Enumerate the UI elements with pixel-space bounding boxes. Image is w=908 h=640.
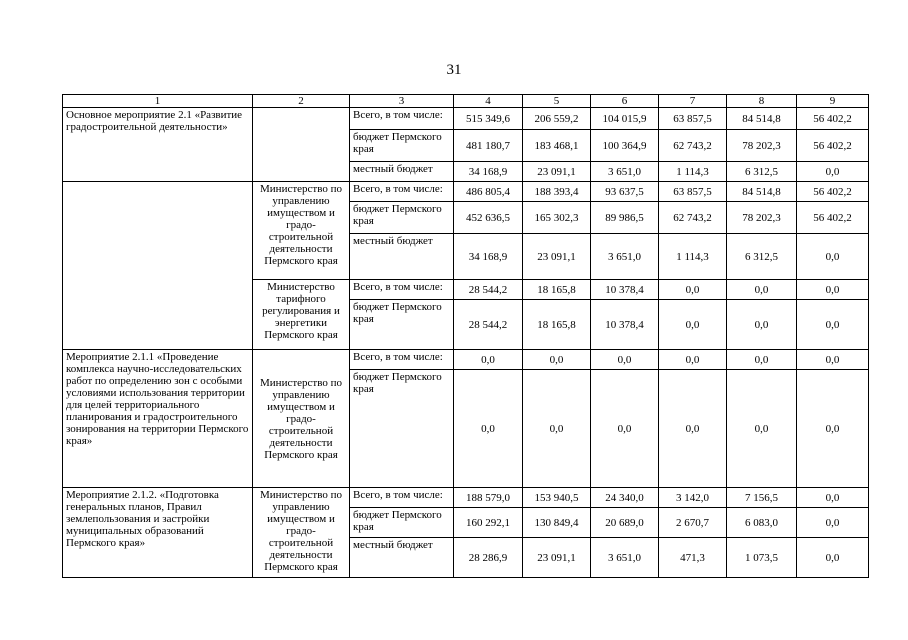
source-cell: Всего, в том числе:	[350, 280, 454, 300]
value-cell: 0,0	[797, 350, 869, 370]
value-cell: 0,0	[591, 370, 659, 488]
value-cell: 0,0	[659, 350, 727, 370]
value-cell: 89 986,5	[591, 202, 659, 234]
value-cell: 93 637,5	[591, 182, 659, 202]
value-cell: 1 073,5	[727, 538, 797, 578]
value-cell: 62 743,2	[659, 130, 727, 162]
value-cell: 0,0	[727, 300, 797, 350]
executor-cell	[253, 108, 350, 182]
value-cell: 63 857,5	[659, 182, 727, 202]
column-header: 6	[591, 95, 659, 108]
source-cell: бюджет Пермского края	[350, 370, 454, 488]
value-cell: 1 114,3	[659, 234, 727, 280]
value-cell: 23 091,1	[523, 538, 591, 578]
value-cell: 452 636,5	[454, 202, 523, 234]
value-cell: 165 302,3	[523, 202, 591, 234]
value-cell: 0,0	[797, 162, 869, 182]
value-cell: 56 402,2	[797, 130, 869, 162]
value-cell: 28 286,9	[454, 538, 523, 578]
value-cell: 23 091,1	[523, 234, 591, 280]
value-cell: 1 114,3	[659, 162, 727, 182]
value-cell: 0,0	[797, 300, 869, 350]
value-cell: 56 402,2	[797, 182, 869, 202]
value-cell: 28 544,2	[454, 280, 523, 300]
header-row	[63, 95, 869, 108]
value-cell: 78 202,3	[727, 130, 797, 162]
value-cell: 160 292,1	[454, 508, 523, 538]
value-cell: 6 312,5	[727, 234, 797, 280]
table-row	[63, 182, 869, 202]
value-cell: 10 378,4	[591, 280, 659, 300]
value-cell: 0,0	[523, 370, 591, 488]
value-cell: 183 468,1	[523, 130, 591, 162]
executor-cell: Министерство по управлению имуществом и градо-строительной деятельности Пермского края	[253, 350, 350, 488]
value-cell: 0,0	[659, 280, 727, 300]
value-cell: 34 168,9	[454, 162, 523, 182]
value-cell: 130 849,4	[523, 508, 591, 538]
column-header: 2	[253, 95, 350, 108]
value-cell: 188 579,0	[454, 488, 523, 508]
source-cell: Всего, в том числе:	[350, 350, 454, 370]
value-cell: 23 091,1	[523, 162, 591, 182]
source-cell: местный бюджет	[350, 538, 454, 578]
source-cell: Всего, в том числе:	[350, 182, 454, 202]
value-cell: 0,0	[454, 350, 523, 370]
value-cell: 515 349,6	[454, 108, 523, 130]
value-cell: 0,0	[659, 370, 727, 488]
column-header: 8	[727, 95, 797, 108]
source-cell: бюджет Пермского края	[350, 508, 454, 538]
value-cell: 56 402,2	[797, 108, 869, 130]
executor-cell: Министерство тарифного регулирования и энергетики Пермского края	[253, 280, 350, 350]
column-header: 4	[454, 95, 523, 108]
value-cell: 0,0	[797, 538, 869, 578]
value-cell: 28 544,2	[454, 300, 523, 350]
value-cell: 0,0	[591, 350, 659, 370]
source-cell: бюджет Пермского края	[350, 130, 454, 162]
source-cell: местный бюджет	[350, 162, 454, 182]
source-cell: бюджет Пермского края	[350, 202, 454, 234]
value-cell: 3 651,0	[591, 234, 659, 280]
event-cell: Мероприятие 2.1.1 «Проведение комплекса научно-исследовательских работ по определению зон с особыми условиями использования территории для целей территориального планирования и градостроительного зонирования на территории Пермского края»	[63, 350, 253, 488]
value-cell: 7 156,5	[727, 488, 797, 508]
value-cell: 0,0	[727, 350, 797, 370]
executor-cell: Министерство по управлению имуществом и градо-строительной деятельности Пермского края	[253, 182, 350, 280]
budget-table	[62, 94, 869, 578]
value-cell: 188 393,4	[523, 182, 591, 202]
column-header: 1	[63, 95, 253, 108]
value-cell: 3 651,0	[591, 538, 659, 578]
page-number: 31	[446, 62, 462, 78]
column-header: 5	[523, 95, 591, 108]
value-cell: 0,0	[797, 370, 869, 488]
value-cell: 62 743,2	[659, 202, 727, 234]
source-cell: Всего, в том числе:	[350, 108, 454, 130]
value-cell: 104 015,9	[591, 108, 659, 130]
column-header: 7	[659, 95, 727, 108]
value-cell: 84 514,8	[727, 108, 797, 130]
value-cell: 20 689,0	[591, 508, 659, 538]
value-cell: 6 083,0	[727, 508, 797, 538]
value-cell: 18 165,8	[523, 300, 591, 350]
source-cell: бюджет Пермского края	[350, 300, 454, 350]
value-cell: 10 378,4	[591, 300, 659, 350]
value-cell: 481 180,7	[454, 130, 523, 162]
table-row	[63, 108, 869, 130]
value-cell: 34 168,9	[454, 234, 523, 280]
value-cell: 0,0	[797, 508, 869, 538]
executor-cell: Министерство по управлению имуществом и градо-строительной деятельности Пермского края	[253, 488, 350, 578]
value-cell: 100 364,9	[591, 130, 659, 162]
value-cell: 3 142,0	[659, 488, 727, 508]
value-cell: 206 559,2	[523, 108, 591, 130]
value-cell: 153 940,5	[523, 488, 591, 508]
value-cell: 0,0	[797, 488, 869, 508]
source-cell: местный бюджет	[350, 234, 454, 280]
column-header: 9	[797, 95, 869, 108]
value-cell: 0,0	[659, 300, 727, 350]
source-cell: Всего, в том числе:	[350, 488, 454, 508]
value-cell: 24 340,0	[591, 488, 659, 508]
value-cell: 471,3	[659, 538, 727, 578]
event-cell: Мероприятие 2.1.2. «Подготовка генеральных планов, Правил землепользования и застройки муниципальных образований Пермского края»	[63, 488, 253, 578]
table-row	[63, 488, 869, 508]
value-cell: 84 514,8	[727, 182, 797, 202]
value-cell: 0,0	[797, 280, 869, 300]
value-cell: 78 202,3	[727, 202, 797, 234]
value-cell: 3 651,0	[591, 162, 659, 182]
table-row	[63, 350, 869, 370]
event-cell: Основное мероприятие 2.1 «Развитие градостроительной деятельности»	[63, 108, 253, 182]
column-header: 3	[350, 95, 454, 108]
value-cell: 63 857,5	[659, 108, 727, 130]
value-cell: 18 165,8	[523, 280, 591, 300]
event-cell	[63, 182, 253, 350]
value-cell: 0,0	[727, 370, 797, 488]
value-cell: 0,0	[454, 370, 523, 488]
value-cell: 0,0	[727, 280, 797, 300]
value-cell: 6 312,5	[727, 162, 797, 182]
value-cell: 486 805,4	[454, 182, 523, 202]
value-cell: 0,0	[523, 350, 591, 370]
value-cell: 56 402,2	[797, 202, 869, 234]
value-cell: 0,0	[797, 234, 869, 280]
value-cell: 2 670,7	[659, 508, 727, 538]
